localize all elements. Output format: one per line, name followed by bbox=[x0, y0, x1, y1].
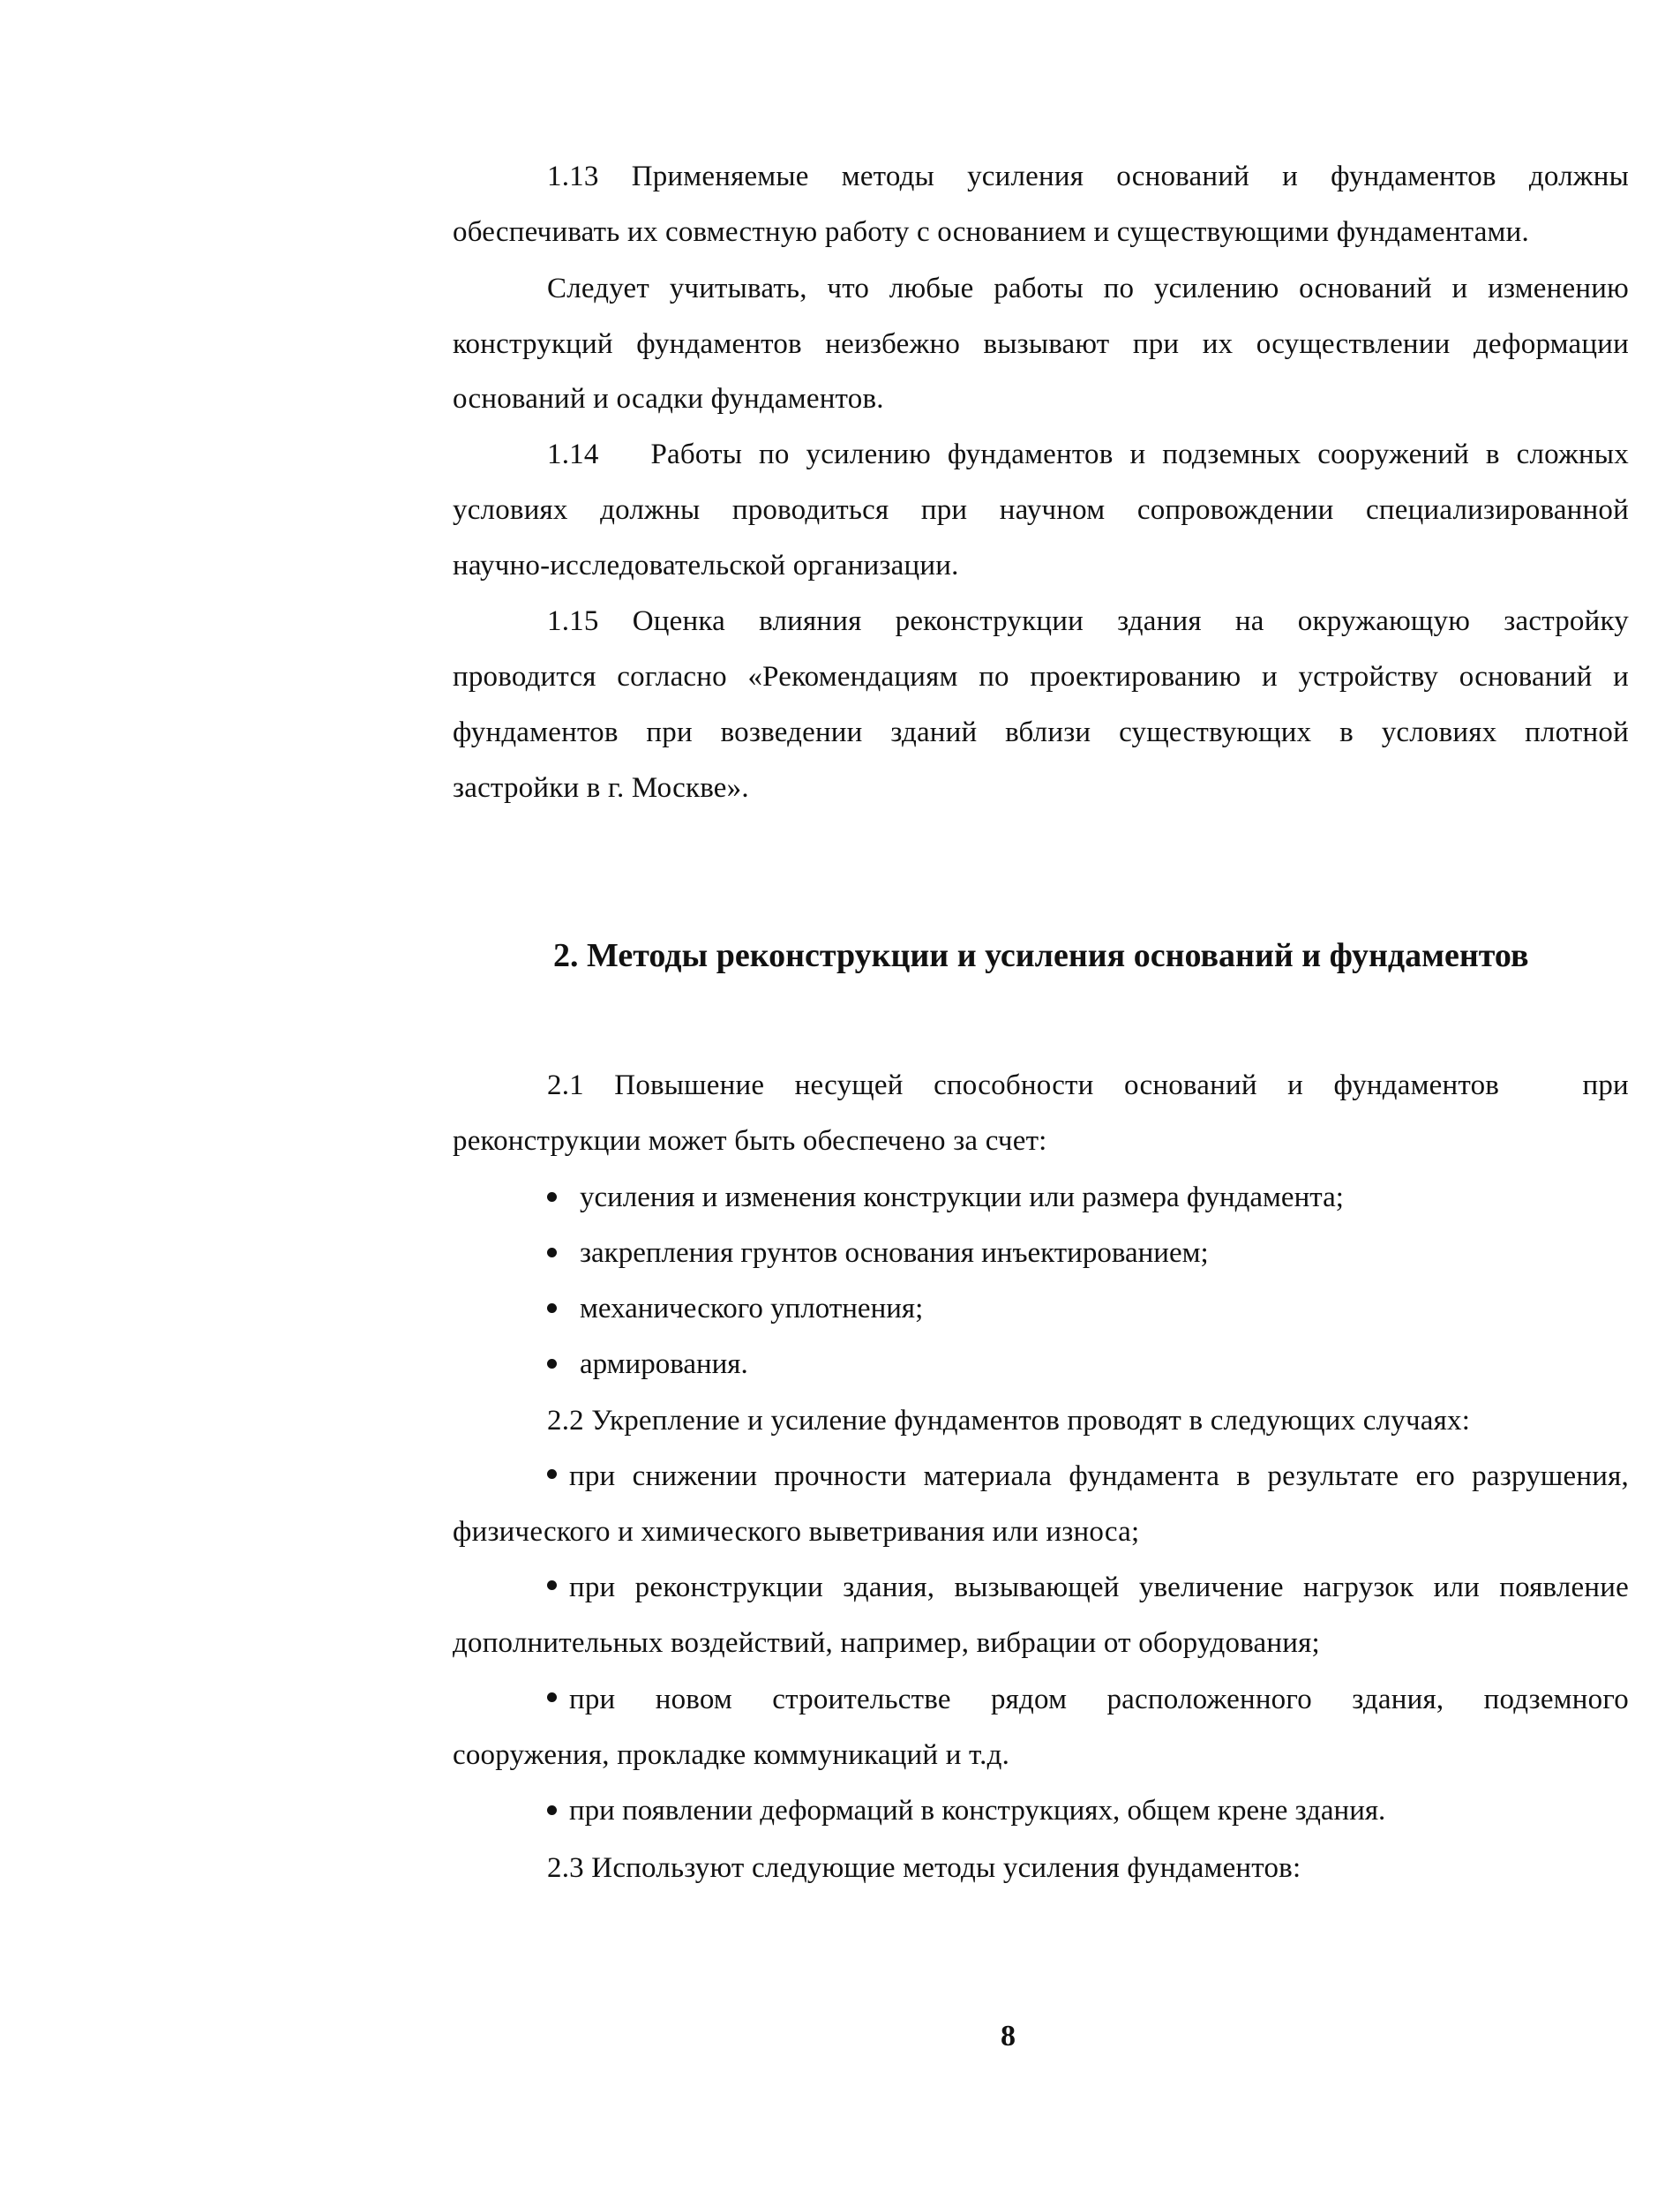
word: фундаментов bbox=[636, 328, 802, 360]
list-item bbox=[547, 1291, 923, 1326]
word: условиях bbox=[1381, 717, 1497, 748]
list-item-text: закрепления грунтов основания инъектированием; bbox=[580, 1237, 1209, 1269]
para-1-15-line-1 bbox=[547, 604, 1629, 639]
word: или bbox=[1433, 1572, 1480, 1603]
word: по bbox=[1103, 273, 1135, 304]
clause-number: 1.15 bbox=[547, 605, 599, 637]
word: оснований bbox=[1116, 161, 1249, 192]
word: Работы bbox=[650, 439, 743, 470]
word: усиления bbox=[967, 161, 1084, 192]
case-3-lead bbox=[547, 1682, 615, 1717]
word: расположенного bbox=[1106, 1684, 1312, 1715]
list-item bbox=[547, 1235, 1209, 1271]
word: снижении bbox=[632, 1460, 758, 1492]
word: проектированию bbox=[1030, 661, 1241, 693]
word: оснований bbox=[1459, 661, 1593, 693]
word: по bbox=[759, 439, 790, 470]
word: фундаментов bbox=[1331, 161, 1496, 192]
para-2-3: 2.3 Используют следующие методы усиления фундаментов: bbox=[547, 1852, 1301, 1884]
case-4 bbox=[547, 1793, 1385, 1828]
word: согласно bbox=[617, 661, 727, 693]
word: Следует bbox=[547, 273, 650, 304]
case-1-line-2: физического и химического выветривания или износа; bbox=[453, 1516, 1140, 1548]
list-item bbox=[547, 1180, 1344, 1215]
para-2-1-line-1 bbox=[547, 1068, 1629, 1103]
word: что bbox=[827, 273, 870, 304]
word: увеличение bbox=[1138, 1572, 1284, 1603]
list-item-text: армирования. bbox=[580, 1348, 748, 1380]
word: вызывающей bbox=[954, 1572, 1120, 1603]
word: фундаментов bbox=[947, 439, 1114, 470]
word: при bbox=[1132, 328, 1180, 360]
word: изменению bbox=[1488, 273, 1629, 304]
word: возведении bbox=[720, 717, 863, 748]
word: и bbox=[1451, 273, 1468, 304]
para-1-15-line-3 bbox=[453, 715, 1629, 750]
word: усилению bbox=[1153, 273, 1279, 304]
para-1-13b-line-1 bbox=[547, 271, 1629, 306]
case-1-line-1 bbox=[547, 1459, 1629, 1494]
word: проводится bbox=[453, 661, 596, 693]
word: прочности bbox=[774, 1460, 907, 1492]
word: реконструкции bbox=[634, 1572, 823, 1603]
case-2-line-1 bbox=[547, 1570, 1629, 1605]
word: влияния bbox=[759, 605, 862, 637]
word: сооружений bbox=[1317, 439, 1470, 470]
word: любые bbox=[889, 273, 974, 304]
case-1-lead bbox=[547, 1459, 615, 1494]
word: должны bbox=[1528, 161, 1629, 192]
bullet-icon bbox=[547, 1359, 557, 1369]
word: застройку bbox=[1504, 605, 1629, 637]
word: рядом bbox=[990, 1684, 1068, 1715]
bullet-icon bbox=[547, 1303, 557, 1313]
word: плотной bbox=[1525, 717, 1629, 748]
word: и bbox=[1613, 661, 1629, 693]
word: при bbox=[569, 1684, 616, 1715]
word: сопровождении bbox=[1136, 494, 1334, 526]
word: при bbox=[1582, 1069, 1629, 1101]
word: в bbox=[1236, 1460, 1251, 1492]
word: методы bbox=[841, 161, 934, 192]
word: Оценка bbox=[632, 605, 725, 637]
word: фундаментов bbox=[453, 717, 619, 748]
word: неизбежно bbox=[825, 328, 961, 360]
case-2-line-2: дополнительных воздействий, например, вибрации от оборудования; bbox=[453, 1627, 1320, 1659]
bullet-icon bbox=[547, 1580, 557, 1590]
case-3-line-1 bbox=[547, 1682, 1629, 1717]
word: появление bbox=[1499, 1572, 1629, 1603]
word: подземных bbox=[1162, 439, 1301, 470]
para-2-1-line-2: реконструкции может быть обеспечено за счет: bbox=[453, 1125, 1047, 1157]
clause-number: 2.1 bbox=[547, 1069, 584, 1101]
word: существующих bbox=[1119, 717, 1312, 748]
bullet-icon bbox=[547, 1469, 557, 1479]
word: и bbox=[1261, 661, 1278, 693]
clause-number: 1.14 bbox=[547, 439, 599, 470]
word: учитывать, bbox=[669, 273, 807, 304]
word: Применяемые bbox=[631, 161, 809, 192]
word: вблизи bbox=[1005, 717, 1091, 748]
word: зданий bbox=[890, 717, 978, 748]
bullet-icon bbox=[547, 1192, 557, 1202]
word: способности bbox=[934, 1069, 1094, 1101]
word: и bbox=[1282, 161, 1298, 192]
word: их bbox=[1202, 328, 1234, 360]
page-number: 8 bbox=[1001, 2020, 1016, 2052]
para-1-14-line-3: научно-исследовательской организации. bbox=[453, 550, 959, 582]
para-1-14-line-2 bbox=[453, 492, 1629, 528]
word: его bbox=[1415, 1460, 1455, 1492]
word: на bbox=[1234, 605, 1264, 637]
bullet-icon bbox=[547, 1692, 557, 1702]
para-2-2: 2.2 Укрепление и усиление фундаментов проводят в следующих случаях: bbox=[547, 1405, 1471, 1437]
word: новом bbox=[655, 1684, 732, 1715]
word: и bbox=[1129, 439, 1146, 470]
word: усилению bbox=[806, 439, 931, 470]
word: при bbox=[920, 494, 968, 526]
case-3-line-2: сооружения, прокладке коммуникаций и т.д. bbox=[453, 1739, 1010, 1771]
word: здания, bbox=[843, 1572, 935, 1603]
word: при bbox=[569, 1572, 616, 1603]
word: здания, bbox=[1352, 1684, 1444, 1715]
word: научном bbox=[999, 494, 1106, 526]
word: в bbox=[1339, 717, 1354, 748]
word: деформации bbox=[1473, 328, 1629, 360]
word: специализированной bbox=[1366, 494, 1629, 526]
word: должны bbox=[600, 494, 701, 526]
word: оснований bbox=[1123, 1069, 1257, 1101]
word: фундаментов bbox=[1333, 1069, 1500, 1101]
word: по bbox=[979, 661, 1009, 693]
case-2-lead bbox=[547, 1570, 615, 1605]
para-1-13-line-1 bbox=[547, 159, 1629, 194]
word: строительстве bbox=[772, 1684, 951, 1715]
word: реконструкции bbox=[895, 605, 1084, 637]
word: проводиться bbox=[731, 494, 889, 526]
word: условиях bbox=[453, 494, 568, 526]
word: и bbox=[1287, 1069, 1303, 1101]
word: при bbox=[569, 1460, 616, 1492]
word: окружающую bbox=[1297, 605, 1471, 637]
para-1-14-line-1 bbox=[547, 437, 1629, 472]
para-1-15-line-2 bbox=[453, 659, 1629, 694]
bullet-icon bbox=[547, 1805, 557, 1815]
word: осуществлении bbox=[1256, 328, 1451, 360]
word: работы bbox=[994, 273, 1084, 304]
list-item bbox=[547, 1347, 748, 1382]
word: «Рекомендациям bbox=[747, 661, 958, 693]
bullet-icon bbox=[547, 1248, 557, 1257]
para-1-15-line-4: застройки в г. Москве». bbox=[453, 772, 749, 804]
para-1-13b-line-2 bbox=[453, 326, 1629, 362]
word: в bbox=[1485, 439, 1500, 470]
word: материала bbox=[923, 1460, 1053, 1492]
word: подземного bbox=[1483, 1684, 1629, 1715]
clause-number: 1.13 bbox=[547, 161, 599, 192]
list-item-text: усиления и изменения конструкции или размера фундамента; bbox=[580, 1182, 1344, 1213]
word: результате bbox=[1267, 1460, 1399, 1492]
word: при bbox=[646, 717, 693, 748]
word: нагрузок bbox=[1302, 1572, 1414, 1603]
word: разрушения, bbox=[1472, 1460, 1629, 1492]
word: оснований bbox=[1299, 273, 1432, 304]
word: вызывают bbox=[983, 328, 1110, 360]
list-item-text: при появлении деформаций в конструкциях, общем крене здания. bbox=[569, 1795, 1386, 1827]
list-item-text: механического уплотнения; bbox=[580, 1293, 924, 1324]
word: конструкций bbox=[453, 328, 613, 360]
word: здания bbox=[1117, 605, 1202, 637]
para-1-13b-line-3: оснований и осадки фундаментов. bbox=[453, 383, 884, 415]
word: Повышение bbox=[614, 1069, 765, 1101]
word: устройству bbox=[1298, 661, 1439, 693]
word: несущей bbox=[794, 1069, 904, 1101]
para-1-13-line-2: обеспечивать их совместную работу с основанием и существующими фундаментами. bbox=[453, 216, 1529, 248]
section-heading: 2. Методы реконструкции и усиления оснований и фундаментов bbox=[553, 937, 1529, 974]
word: фундамента bbox=[1069, 1460, 1220, 1492]
word: сложных bbox=[1516, 439, 1629, 470]
